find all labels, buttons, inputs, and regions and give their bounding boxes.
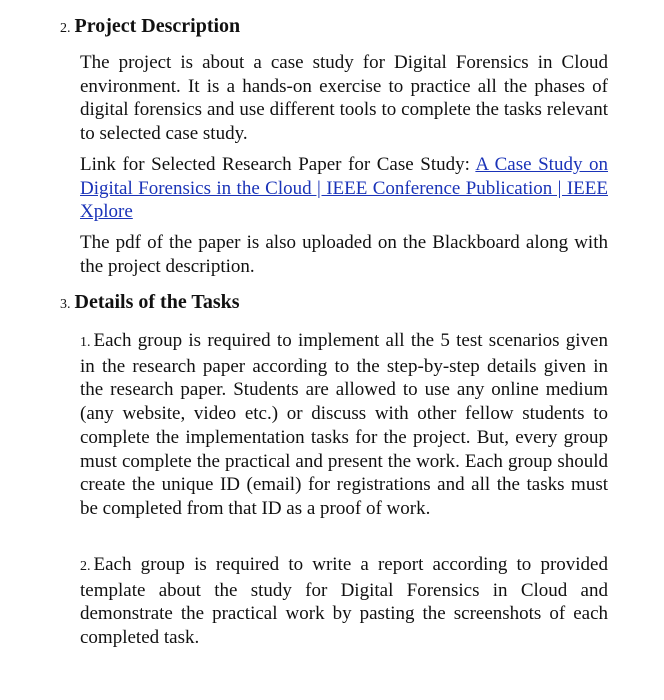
section-title: Details of the Tasks: [74, 291, 240, 313]
research-paper-link-paragraph: [80, 153, 608, 224]
section-title: Project Description: [74, 15, 241, 37]
task-item-text: Each group is required to write a report according to provided template about the study for Digital Forensics in Cloud and demonstrate the practical work by pasting the screenshots of each completed task.: [80, 554, 608, 649]
section-heading-project-description: [60, 14, 240, 41]
task-item-number: 2.: [80, 559, 91, 574]
pdf-note-paragraph: The pdf of the paper is also uploaded on the Blackboard along with the project description.: [80, 232, 608, 277]
task-item-text: Each group is required to implement all the 5 test scenarios given in the research paper according to the step-by-step details given in the research paper. Students are allowed to use any online medium (any website, video etc.) or discuss with other fellow students to complete the implementation tasks for the project. But, every group must complete the practical and present the work. Each group should create the unique ID (email) for registrations and all the tasks must be completed from that ID as a proof of work.: [80, 330, 608, 519]
section-heading-details-of-tasks: [60, 290, 240, 317]
section-number: 2.: [60, 21, 71, 36]
section-number: 3.: [60, 297, 71, 312]
task-item-number: 1.: [80, 335, 91, 350]
project-intro-paragraph: The project is about a case study for Digital Forensics in Cloud environment. It is a hands-on exercise to practice all the phases of digital forensics and use different tools to complete the tasks relevant to selected case study.: [80, 52, 608, 145]
task-item-1: [80, 329, 608, 521]
link-prefix-text: Link for Selected Research Paper for Case Study:: [80, 154, 476, 175]
research-paper-link[interactable]: A Case Study on Digital Forensics in the Cloud | IEEE Conference Publication | IEEE Xplore: [80, 154, 609, 223]
task-item-2: [80, 553, 608, 650]
